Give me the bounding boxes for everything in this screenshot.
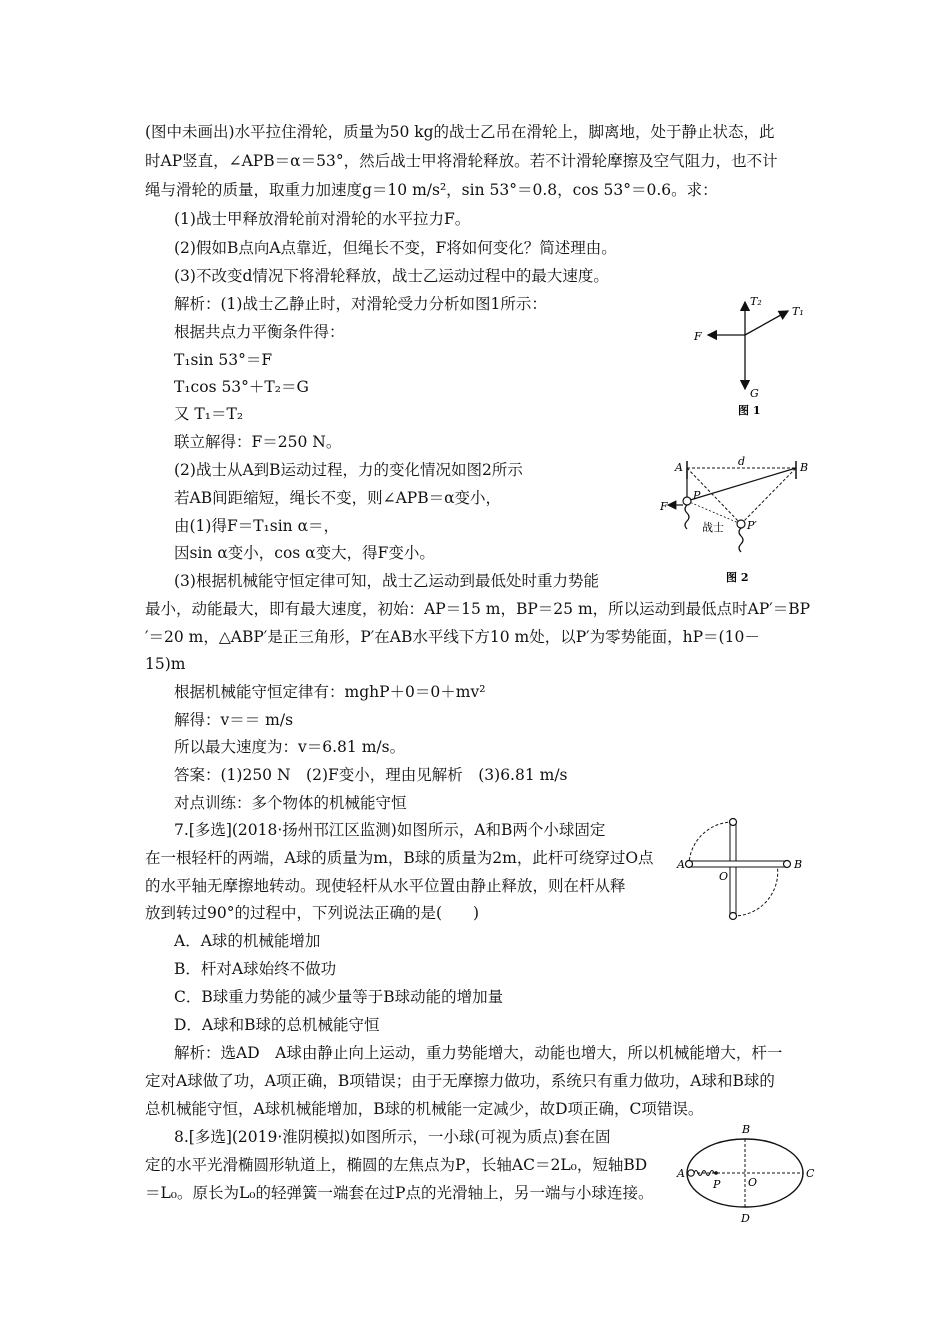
focus-p (714, 1171, 718, 1175)
result-line: 联立解得：F＝250 N。 (174, 433, 342, 451)
figure-caption: 图 2 (726, 571, 749, 584)
rotating-rod-figure (675, 812, 815, 922)
ball-b (784, 861, 791, 868)
option-b: B．杆对A球始终不做功 (174, 960, 337, 978)
problem-7-stem: 的水平轴无摩擦地转动。现使轻杆从水平位置由静止释放，则在杆从释 (145, 877, 626, 895)
rod-horizontal (689, 861, 787, 867)
text-line: (图中未画出)水平拉住滑轮，质量为50 kg的战士乙吊在滑轮上，脚离地，处于静止状态，此 (145, 123, 775, 141)
problem-7-solution: 解析：选AD A球由静止向上运动，重力势能增大，动能也增大，所以机械能增大，杆一 (174, 1044, 783, 1062)
path-ball-a (689, 822, 733, 864)
small-ball (688, 1170, 694, 1176)
ball-a (686, 861, 693, 868)
label-p-prime: P′ (747, 519, 757, 532)
force-diagram-figure-1 (680, 285, 830, 420)
equation: 解得：v＝＝ m/s (174, 711, 294, 729)
label-f: F (694, 330, 702, 343)
soldier-figure-p-prime (739, 528, 743, 552)
problem-8-stem: 8.[多选](2019·淮阴模拟)如图所示，一小球(可视为质点)套在固 (174, 1128, 611, 1146)
equation: 又 T₁＝T₂ (174, 405, 244, 423)
question-part-1: (1)战士甲释放滑轮前对滑轮的水平拉力F。 (174, 210, 471, 228)
question-part-2: (2)假如B点向A点靠近，但绳长不变，F将如何变化？简述理由。 (174, 239, 617, 257)
text-line: (2)战士从A到B运动过程，力的变化情况如图2所示 (174, 461, 523, 479)
ball-top (730, 819, 737, 826)
label-a: A (675, 461, 683, 474)
label-a: A (677, 858, 685, 871)
problem-7-solution: 定对A球做了功，A项正确，B项错误；由于无摩擦力做功，系统只有重力做功，A球和B球的 (145, 1072, 775, 1090)
label-o: O (719, 870, 729, 883)
text-line: 若AB间距缩短，绳长不变，则∠APB＝α变小， (174, 489, 502, 507)
soldier-figure-p (685, 505, 689, 529)
equation: T₁cos 53°＋T₂＝G (174, 378, 309, 396)
problem-7-stem: 放到转过90°的过程中，下列说法正确的是( ) (145, 904, 480, 922)
text-line: 因sin α变小，cos α变大，得F变小。 (174, 544, 435, 562)
text-line: 根据共点力平衡条件得： (174, 323, 345, 341)
text-line: 15)m (145, 655, 186, 673)
option-a: A．A球的机械能增加 (174, 932, 321, 950)
problem-7-solution: 总机械能守恒，A球机械能增加，B球的机械能一定减少，故D项正确，C项错误。 (145, 1100, 704, 1118)
section-heading: 对点训练：多个物体的机械能守恒 (174, 794, 407, 812)
option-c: C．B球重力势能的减少量等于B球动能的增加量 (174, 988, 504, 1006)
problem-7-stem: 在一根轻杆的两端，A球的质量为m，B球的质量为2m，此杆可绕穿过O点 (145, 849, 654, 867)
text-line: 最小，动能最大，即有最大速度，初始：AP＝15 m，BP＝25 m，所以运动到最低点时AP′＝BP (145, 600, 811, 618)
label-c: C (806, 1167, 815, 1180)
pulley-diagram-figure-2 (660, 455, 825, 585)
label-p: P (693, 489, 701, 502)
ellipse-track-figure (675, 1118, 815, 1228)
equation: 由(1)得F＝T₁sin α＝， (174, 517, 340, 535)
label-f: F (660, 500, 668, 513)
text-line: ′＝20 m，△ABP′是正三角形，P′在AB水平线下方10 m处，以P′为零势能面，hP＝(10－ (145, 628, 760, 646)
answer-line: 答案：(1)250 N (2)F变小，理由见解析 (3)6.81 m/s (174, 766, 568, 784)
equation: T₁sin 53°＝F (174, 351, 273, 369)
text-line: 绳与滑轮的质量，取重力加速度g＝10 m/s²，sin 53°＝0.8，cos 53°＝0.6。求： (145, 181, 718, 199)
label-a: A (677, 1167, 685, 1180)
result-line: 所以最大速度为：v＝6.81 m/s。 (174, 738, 406, 756)
problem-8-stem: 定的水平光滑椭圆形轨道上，椭圆的左焦点为P，长轴AC＝2L₀，短轴BD (145, 1156, 648, 1174)
question-part-3: (3)不改变d情况下将滑轮释放，战士乙运动过程中的最大速度。 (174, 267, 609, 285)
pulley-p (683, 497, 691, 505)
label-g: G (750, 387, 759, 400)
pulley-p-prime (737, 520, 745, 528)
label-b: B (800, 461, 809, 474)
label-p: P (713, 1178, 721, 1191)
text-line: 时AP竖直，∠APB＝α＝53°，然后战士甲将滑轮释放。若不计滑轮摩擦及空气阻力，也不计 (145, 152, 778, 170)
option-d: D．A球和B球的总机械能守恒 (174, 1016, 380, 1034)
label-soldier: 战士 (702, 521, 724, 534)
label-d: d (738, 455, 746, 468)
ball-bottom (730, 913, 737, 920)
label-d: D (741, 1212, 750, 1225)
solution-heading: 解析：(1)战士乙静止时，对滑轮受力分析如图1所示： (174, 295, 547, 313)
problem-8-stem: ＝L₀。原长为L₀的轻弹簧一端套在过P点的光滑轴上，另一端与小球连接。 (145, 1184, 654, 1202)
tension-t1-arrow (745, 311, 788, 335)
label-b: B (742, 1123, 751, 1136)
label-o: O (748, 1176, 758, 1189)
equation: 根据机械能守恒定律有：mghP＋0＝0＋mv² (174, 683, 486, 701)
figure-caption: 图 1 (738, 404, 761, 417)
text-line: (3)根据机械能守恒定律可知，战士乙运动到最低处时重力势能 (174, 572, 599, 590)
label-t2: T₂ (750, 295, 762, 308)
label-b: B (794, 858, 803, 871)
label-t1: T₁ (792, 305, 804, 318)
path-ball-b (733, 864, 778, 916)
problem-7-stem: 7.[多选](2018·扬州邗江区监测)如图所示，A和B两个小球固定 (174, 821, 606, 839)
